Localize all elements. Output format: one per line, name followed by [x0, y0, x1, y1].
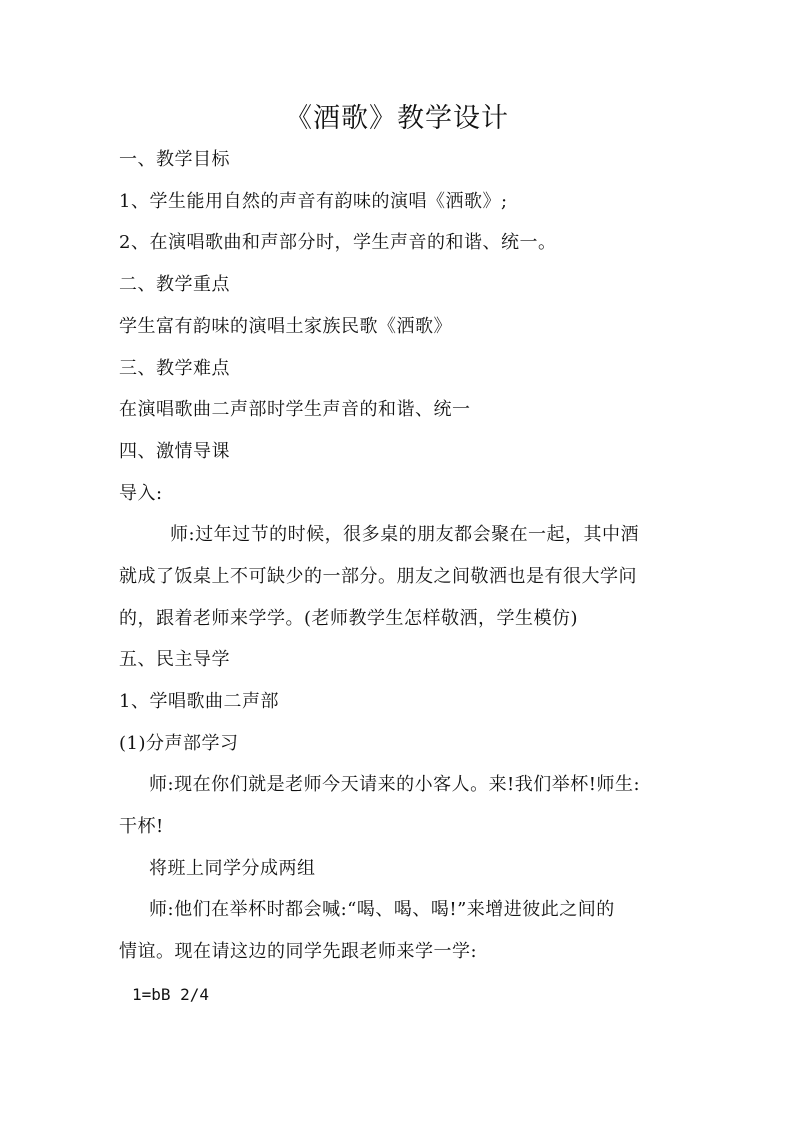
- teacher-line-1: 师:现在你们就是老师今天请来的小客人。来!我们举杯!师生:: [149, 774, 641, 795]
- section-heading-goals: 一、教学目标: [119, 149, 230, 170]
- shout-line-2: 情谊。现在请这边的同学先跟老师来学一学:: [119, 941, 478, 962]
- section-heading-focus: 二、教学重点: [119, 274, 230, 295]
- focus-text: 学生富有韵味的演唱土家族民歌《洒歌》: [119, 316, 452, 337]
- guide-item-1: 1、学唱歌曲二声部: [119, 691, 279, 712]
- guide-subitem-1: (1)分声部学习: [119, 733, 239, 754]
- teacher-line-2: 干杯!: [119, 816, 164, 837]
- key-signature: 1=bB 2/4: [132, 985, 210, 1004]
- intro-label: 导入:: [119, 483, 163, 504]
- intro-paragraph-line-2: 就成了饭桌上不可缺少的一部分。朋友之间敬洒也是有很大学问: [119, 566, 637, 587]
- group-instruction: 将班上同学分成两组: [149, 858, 316, 879]
- intro-paragraph-line-1: 师:过年过节的时候，很多桌的朋友都会聚在一起，其中酒: [170, 524, 640, 545]
- page-title: 《酒歌》教学设计: [285, 103, 509, 134]
- goal-item-2: 2、在演唱歌曲和声部分时，学生声音的和谐、统一。: [119, 232, 557, 253]
- intro-paragraph-line-3: 的，跟着老师来学学。(老师教学生怎样敬洒，学生模仿): [119, 608, 579, 629]
- section-heading-guide: 五、民主导学: [119, 649, 230, 670]
- goal-item-1: 1、学生能用自然的声音有韵味的演唱《洒歌》;: [119, 191, 508, 212]
- section-heading-difficulty: 三、教学难点: [119, 358, 230, 379]
- shout-line-1: 师:他们在举杯时都会喊:“喝、喝、喝!”来增进彼此之间的: [149, 899, 615, 920]
- section-heading-intro: 四、激情导课: [119, 441, 230, 462]
- difficulty-text: 在演唱歌曲二声部时学生声音的和谐、统一: [119, 399, 471, 420]
